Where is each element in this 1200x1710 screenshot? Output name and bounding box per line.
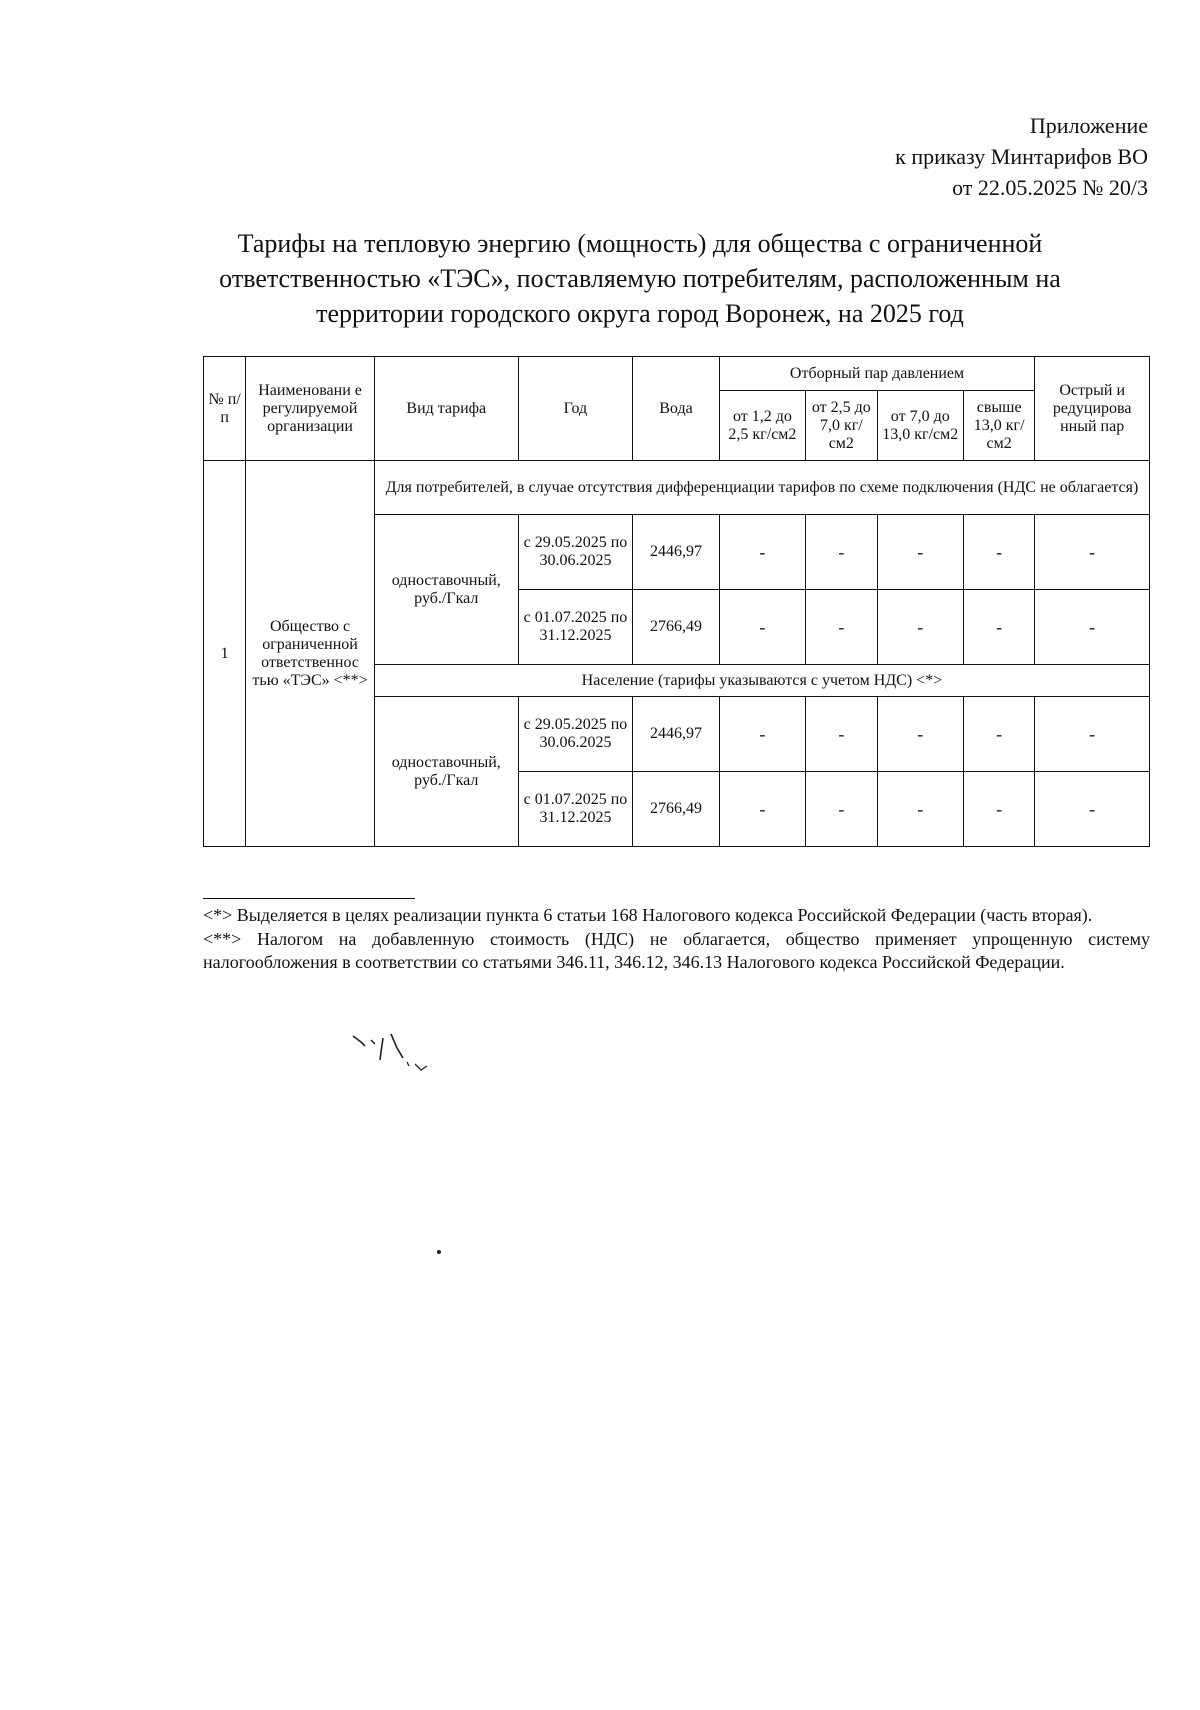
group-title-2: Население (тарифы указываются с учетом НДС) <*> [374,665,1149,697]
title-line-2: ответственностью «ТЭС», поставляемую потребителям, расположенным на [219,264,1061,293]
period: с 29.05.2025 по 30.06.2025 [518,515,633,590]
header-tariff-type: Вид тарифа [374,357,518,461]
header-steam-1: от 1,2 до 2,5 кг/см2 [719,391,805,461]
appendix-line-3: от 22.05.2025 № 20/3 [952,175,1148,200]
document-title [160,226,1120,331]
footnote-separator [203,898,415,899]
steam-2-value: - [806,697,877,772]
steam-4-value: - [963,772,1034,847]
tariff-table [203,356,1150,847]
header-num: № п/п [204,357,246,461]
sharp-steam-value: - [1035,697,1150,772]
header-steam-group: Отборный пар давлением [719,357,1035,391]
header-steam-3: от 7,0 до 13,0 кг/см2 [877,391,963,461]
group-title-1: Для потребителей, в случае отсутствия дифференциации тарифов по схеме подключения (НДС не облагается) [374,461,1149,515]
sharp-steam-value: - [1035,590,1150,665]
appendix-reference [895,110,1148,203]
steam-1-value: - [719,515,805,590]
signature-mark [345,1030,455,1080]
header-year: Год [518,357,633,461]
header-steam-2: от 2,5 до 7,0 кг/см2 [806,391,877,461]
header-sharp-steam: Острый и редуцирова нный пар [1035,357,1150,461]
steam-3-value: - [877,515,963,590]
period: с 29.05.2025 по 30.06.2025 [518,697,633,772]
header-org: Наименовани е регулируемой организации [246,357,375,461]
steam-4-value: - [963,515,1034,590]
steam-3-value: - [877,697,963,772]
water-value: 2766,49 [633,590,719,665]
footnotes [203,904,1150,975]
footnote-1: <*> Выделяется в целях реализации пункта 6 статьи 168 Налогового кодекса Российской Федерации (часть вторая). [203,905,1093,925]
steam-1-value: - [719,697,805,772]
steam-3-value: - [877,590,963,665]
sharp-steam-value: - [1035,772,1150,847]
header-steam-4: свыше 13,0 кг/см2 [963,391,1034,461]
title-line-3: территории городского округа город Воронеж, на 2025 год [316,299,964,328]
tariff-type-1: одноставочный, руб./Гкал [374,515,518,665]
appendix-line-2: к приказу Минтарифов ВО [895,144,1148,169]
footnote-2: <**> Налогом на добавленную стоимость (НДС) не облагается, общество применяет упрощенную систему налогообложения в соответствии со статьями 346.11, 346.12, 346.13 Налогового кодекса Российской Федерации. [203,929,1150,972]
period: с 01.07.2025 по 31.12.2025 [518,590,633,665]
stray-mark [437,1250,441,1254]
water-value: 2766,49 [633,772,719,847]
row-number: 1 [204,461,246,847]
water-value: 2446,97 [633,697,719,772]
steam-4-value: - [963,697,1034,772]
header-water: Вода [633,357,719,461]
title-line-1: Тарифы на тепловую энергию (мощность) для общества с ограниченной [237,229,1043,258]
steam-2-value: - [806,515,877,590]
steam-1-value: - [719,590,805,665]
period: с 01.07.2025 по 31.12.2025 [518,772,633,847]
tariff-type-2: одноставочный, руб./Гкал [374,697,518,847]
steam-3-value: - [877,772,963,847]
organization-name: Общество с ограниченной ответственнос тью «ТЭС» <**> [246,461,375,847]
appendix-line-1: Приложение [1029,113,1148,138]
steam-4-value: - [963,590,1034,665]
water-value: 2446,97 [633,515,719,590]
steam-2-value: - [806,772,877,847]
steam-2-value: - [806,590,877,665]
sharp-steam-value: - [1035,515,1150,590]
steam-1-value: - [719,772,805,847]
